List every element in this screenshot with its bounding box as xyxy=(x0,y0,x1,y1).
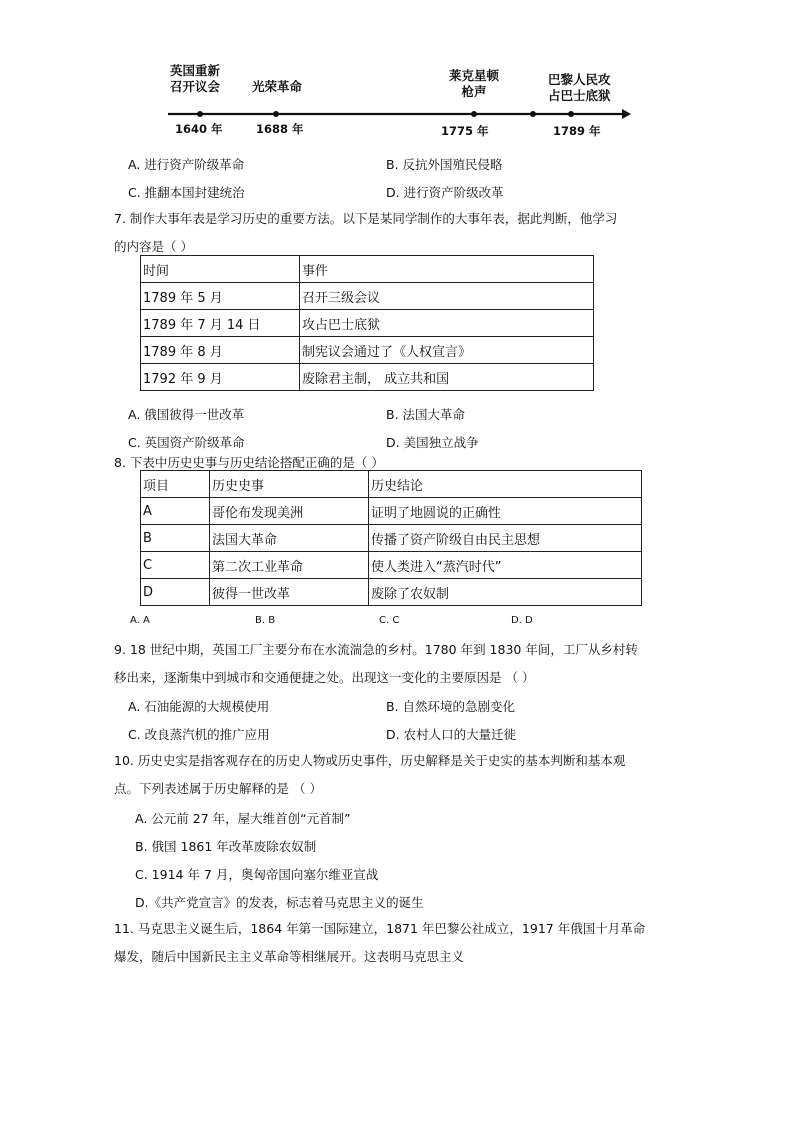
table-row xyxy=(141,579,642,606)
q9-option-b[interactable]: B. 自然环境的急剧变化 xyxy=(386,699,516,714)
table-row xyxy=(141,283,594,310)
q10-stem: 10. 历史史实是指客观存在的历史人物或历史事件，历史解释是关于史实的基本判断和基本观 点。下列表述属于历史解释的是 （ ） xyxy=(114,753,626,796)
q7-option-c[interactable]: C. 英国资产阶级革命 xyxy=(128,435,245,450)
timeline-year: 1775 年 xyxy=(441,124,489,138)
timeline-event-label: 莱克星顿 枪声 xyxy=(449,68,500,99)
table-row xyxy=(141,310,594,337)
q8-stem: 8. 下表中历史史事与历史结论搭配正确的是（ ） xyxy=(114,455,384,470)
q7-stem: 7. 制作大事年表是学习历史的重要方法。以下是某同学制作的大事年表，据此判断，他学习 的内容是（ ） xyxy=(114,211,618,254)
q6-option-d[interactable]: D. 进行资产阶级改革 xyxy=(386,185,504,200)
timeline-event-label: 光荣革命 xyxy=(252,79,303,94)
timeline-axis xyxy=(0,0,793,150)
q7-option-b[interactable]: B. 法国大革命 xyxy=(386,407,466,422)
table-cell: 1789 年 7 月 14 日 xyxy=(141,310,300,337)
table-cell: 证明了地圆说的正确性 xyxy=(369,498,642,525)
table-header: 历史结论 xyxy=(369,471,642,498)
table-header: 事件 xyxy=(300,256,594,283)
table-cell: 1792 年 9 月 xyxy=(141,364,300,391)
q8-table xyxy=(140,470,642,606)
q11-stem: 11. 马克思主义诞生后，1864 年第一国际建立，1871 年巴黎公社成立，1917 年俄国十月革命 爆发，随后中国新民主主义革命等相继展开。这表明马克思主义 xyxy=(114,921,646,964)
q10-option-a[interactable]: A. 公元前 27 年，屋大维首创“元首制” xyxy=(135,811,351,826)
table-header: 时间 xyxy=(141,256,300,283)
table-cell: 1789 年 5 月 xyxy=(141,283,300,310)
q7-option-d[interactable]: D. 美国独立战争 xyxy=(386,435,479,450)
q7-option-a[interactable]: A. 俄国彼得一世改革 xyxy=(128,407,245,422)
q10-option-c[interactable]: C. 1914 年 7 月，奥匈帝国向塞尔维亚宣战 xyxy=(135,867,379,882)
timeline-event-label: 英国重新 召开议会 xyxy=(170,63,221,94)
table-header-row xyxy=(141,471,642,498)
table-header: 项目 xyxy=(141,471,210,498)
q9-option-a[interactable]: A. 石油能源的大规模使用 xyxy=(128,699,270,714)
q9-stem: 9. 18 世纪中期，英国工厂主要分布在水流湍急的乡村。1780 年到 1830 年间，工厂从乡村转 移出来，逐渐集中到城市和交通便捷之处。出现这一变化的主要原因是 （ ） xyxy=(114,642,638,685)
table-cell: 彼得一世改革 xyxy=(210,579,369,606)
timeline-event-label: 巴黎人民攻 占巴士底狱 xyxy=(548,72,611,103)
table-row xyxy=(141,337,594,364)
q8-option-d[interactable]: D. D xyxy=(511,615,533,626)
timeline-dot xyxy=(471,111,477,117)
table-row xyxy=(141,525,642,552)
timeline-year: 1640 年 xyxy=(175,122,223,136)
q6-option-c[interactable]: C. 推翻本国封建统治 xyxy=(128,185,245,200)
q10-option-b[interactable]: B. 俄国 1861 年改革废除农奴制 xyxy=(135,839,317,854)
table-cell: 1789 年 8 月 xyxy=(141,337,300,364)
q6-option-b[interactable]: B. 反抗外国殖民侵略 xyxy=(386,157,503,172)
table-cell: 第二次工业革命 xyxy=(210,552,369,579)
q8-option-c[interactable]: C. C xyxy=(379,615,400,626)
table-cell: 法国大革命 xyxy=(210,525,369,552)
table-cell: 废除君主制， 成立共和国 xyxy=(300,364,594,391)
table-cell: A xyxy=(141,498,210,525)
timeline-dot xyxy=(197,111,203,117)
q6-option-a[interactable]: A. 进行资产阶级革命 xyxy=(128,157,245,172)
timeline-year: 1688 年 xyxy=(256,122,304,136)
timeline-dot xyxy=(530,111,536,117)
table-cell: 召开三级会议 xyxy=(300,283,594,310)
table-cell: 废除了农奴制 xyxy=(369,579,642,606)
table-cell: 使人类进入“蒸汽时代” xyxy=(369,552,642,579)
timeline-dot xyxy=(568,111,574,117)
table-row xyxy=(141,364,594,391)
table-cell: B xyxy=(141,525,210,552)
table-header: 历史史事 xyxy=(210,471,369,498)
table-row xyxy=(141,498,642,525)
timeline-year: 1789 年 xyxy=(553,124,601,138)
table-cell: D xyxy=(141,579,210,606)
q9-option-d[interactable]: D. 农村人口的大量迁徙 xyxy=(386,727,517,742)
q7-timeline-table xyxy=(140,255,594,391)
q10-option-d[interactable]: D.《共产党宣言》的发表，标志着马克思主义的诞生 xyxy=(135,895,424,910)
table-row xyxy=(141,552,642,579)
table-cell: 传播了资产阶级自由民主思想 xyxy=(369,525,642,552)
table-cell: 哥伦布发现美洲 xyxy=(210,498,369,525)
table-cell: 攻占巴士底狱 xyxy=(300,310,594,337)
table-cell: C xyxy=(141,552,210,579)
timeline-dot xyxy=(273,111,279,117)
q8-option-a[interactable]: A. A xyxy=(130,615,150,626)
q8-option-b[interactable]: B. B xyxy=(255,615,276,626)
table-cell: 制宪议会通过了《人权宣言》 xyxy=(300,337,594,364)
table-header-row xyxy=(141,256,594,283)
q9-option-c[interactable]: C. 改良蒸汽机的推广应用 xyxy=(128,727,270,742)
